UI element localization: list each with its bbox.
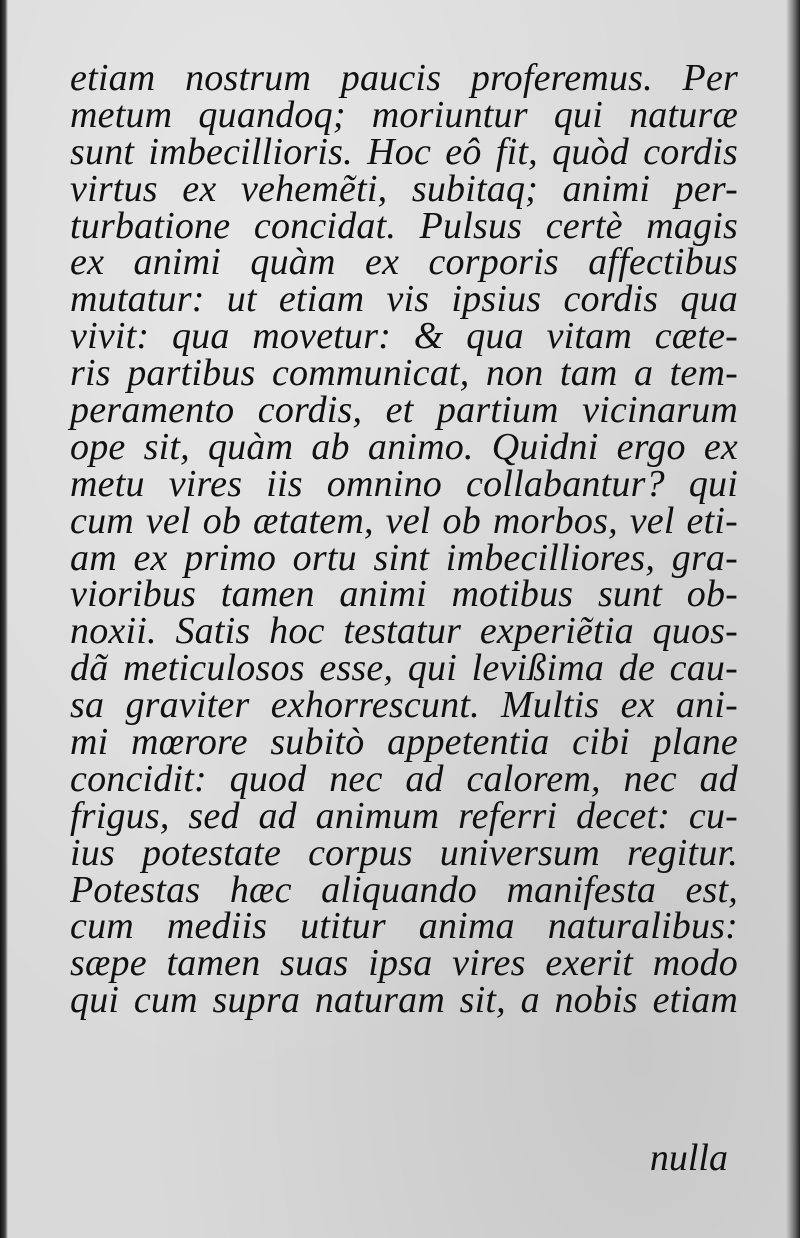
text-line: sæpe tamen suas ipsa vires exerit modo: [70, 942, 738, 985]
catchword: nulla: [649, 1137, 728, 1179]
text-line: ope sit, quàm ab animo. Quidni ergo ex: [70, 425, 738, 468]
page-left-edge-shadow: [0, 0, 8, 1238]
text-line: mi mœrore subitò appetentia cibi plane: [70, 721, 738, 764]
text-line: virtus ex vehemẽti, subitaq; animi per-: [70, 167, 738, 210]
text-line: am ex primo ortu sint imbecilliores, gra-: [70, 536, 738, 579]
page-right-edge-shadow: [786, 0, 800, 1238]
text-line: cum mediis utitur anima naturalibus:: [70, 905, 738, 948]
text-line: cum vel ob ætatem, vel ob morbos, vel eti-: [70, 499, 738, 542]
text-line: concidit: quod nec ad calorem, nec ad: [70, 757, 738, 800]
text-line: metu vires iis omnino collabantur? qui: [70, 462, 738, 505]
body-text: [70, 57, 738, 1022]
text-line: turbatione concidat. Pulsus certè magis: [70, 204, 738, 247]
text-line: metum quandoq; moriuntur qui naturæ: [70, 93, 738, 136]
text-line: ris partibus communicat, non tam a tem-: [70, 352, 738, 395]
text-line: etiam nostrum paucis proferemus. Per: [70, 57, 738, 99]
text-line: frigus, sed ad animum referri decet: cu-: [70, 794, 738, 837]
text-line: sunt imbecillioris. Hoc eô fit, quòd cordis: [70, 130, 738, 173]
text-line: peramento cordis, et partium vicinarum: [70, 389, 738, 432]
text-line: Potestas hæc aliquando manifesta est,: [70, 868, 738, 911]
text-line: ex animi quàm ex corporis affectibus: [70, 241, 738, 284]
text-line: ius potestate corpus universum regitur.: [70, 831, 738, 874]
text-line: qui cum supra naturam sit, a nobis etiam: [70, 979, 738, 1022]
text-line: vioribus tamen animi motibus sunt ob-: [70, 573, 738, 616]
text-line: dã meticulosos esse, qui levißima de cau-: [70, 647, 738, 690]
text-line: vivit: qua movetur: & qua vitam cæte-: [70, 315, 738, 358]
text-line: noxii. Satis hoc testatur experiẽtia quos-: [70, 610, 738, 653]
text-line: sa graviter exhorrescunt. Multis ex ani-: [70, 684, 738, 727]
text-line: mutatur: ut etiam vis ipsius cordis qua: [70, 278, 738, 321]
